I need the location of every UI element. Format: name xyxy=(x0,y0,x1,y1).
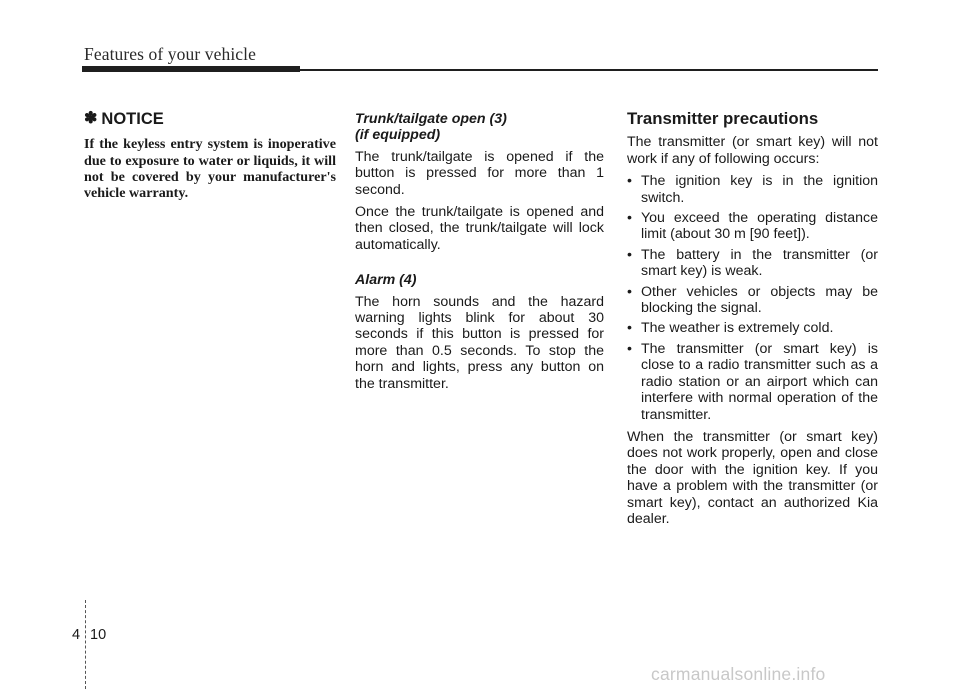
header-rule-thin xyxy=(300,69,878,71)
alarm-heading: Alarm (4) xyxy=(355,272,417,289)
trunk-heading-line1: Trunk/tailgate open (3) xyxy=(355,111,507,127)
notice-body: If the keyless entry system is inoperative due to exposure to water or liquids, it will not be covered by your manufacturer's vehicle warranty. xyxy=(84,136,336,202)
precautions-intro: The transmitter (or smart key) will not work if any of following occurs: xyxy=(627,134,878,167)
list-item: • The weather is extremely cold. xyxy=(627,320,878,336)
watermark: carmanualsonline.info xyxy=(651,664,826,684)
trunk-heading-line2: (if equipped) xyxy=(355,127,441,144)
list-item: • The transmitter (or smart key) is close to a radio transmitter such as a radio station or an airport which can interfere with normal operation of the transmitter. xyxy=(627,341,878,423)
alarm-paragraph: The horn sounds and the hazard warning lights blink for about 30 seconds if this button is pressed for more than 0.5 seconds. To stop the horn and lights, press any button on the transmitter. xyxy=(355,293,604,392)
header-rule-thick xyxy=(82,66,300,72)
notice-title: NOTICE xyxy=(101,110,164,128)
chapter-number: 4 xyxy=(72,627,81,643)
precautions-list xyxy=(627,173,878,423)
trunk-heading xyxy=(355,111,604,144)
precautions-column xyxy=(627,111,878,533)
notice-heading xyxy=(84,111,336,127)
list-item: • The battery in the transmitter (or smart key) is weak. xyxy=(627,247,878,280)
notice-column xyxy=(84,111,336,201)
list-item: • Other vehicles or objects may be blocking the signal. xyxy=(627,284,878,317)
notice-star-icon: ✽ xyxy=(84,110,98,127)
middle-column xyxy=(355,111,604,398)
section-gap xyxy=(355,259,604,272)
footer-divider xyxy=(85,600,86,689)
trunk-paragraph-2: Once the trunk/tailgate is opened and then closed, the trunk/tailgate will lock automatically. xyxy=(355,204,604,253)
page-header-title: Features of your vehicle xyxy=(84,44,256,64)
trunk-paragraph-1: The trunk/tailgate is opened if the button is pressed for more than 1 second. xyxy=(355,148,604,198)
precautions-closing: When the transmitter (or smart key) does not work properly, open and close the door with the ignition key. If you have a problem with the transmitter (or smart key), contact an authorized Kia dealer. xyxy=(627,428,878,527)
page-number: 10 xyxy=(90,627,107,643)
list-item: • You exceed the operating distance limit (about 30 m [90 feet]). xyxy=(627,210,878,243)
list-item: • The ignition key is in the ignition switch. xyxy=(627,173,878,206)
precautions-title: Transmitter precautions xyxy=(627,109,819,128)
